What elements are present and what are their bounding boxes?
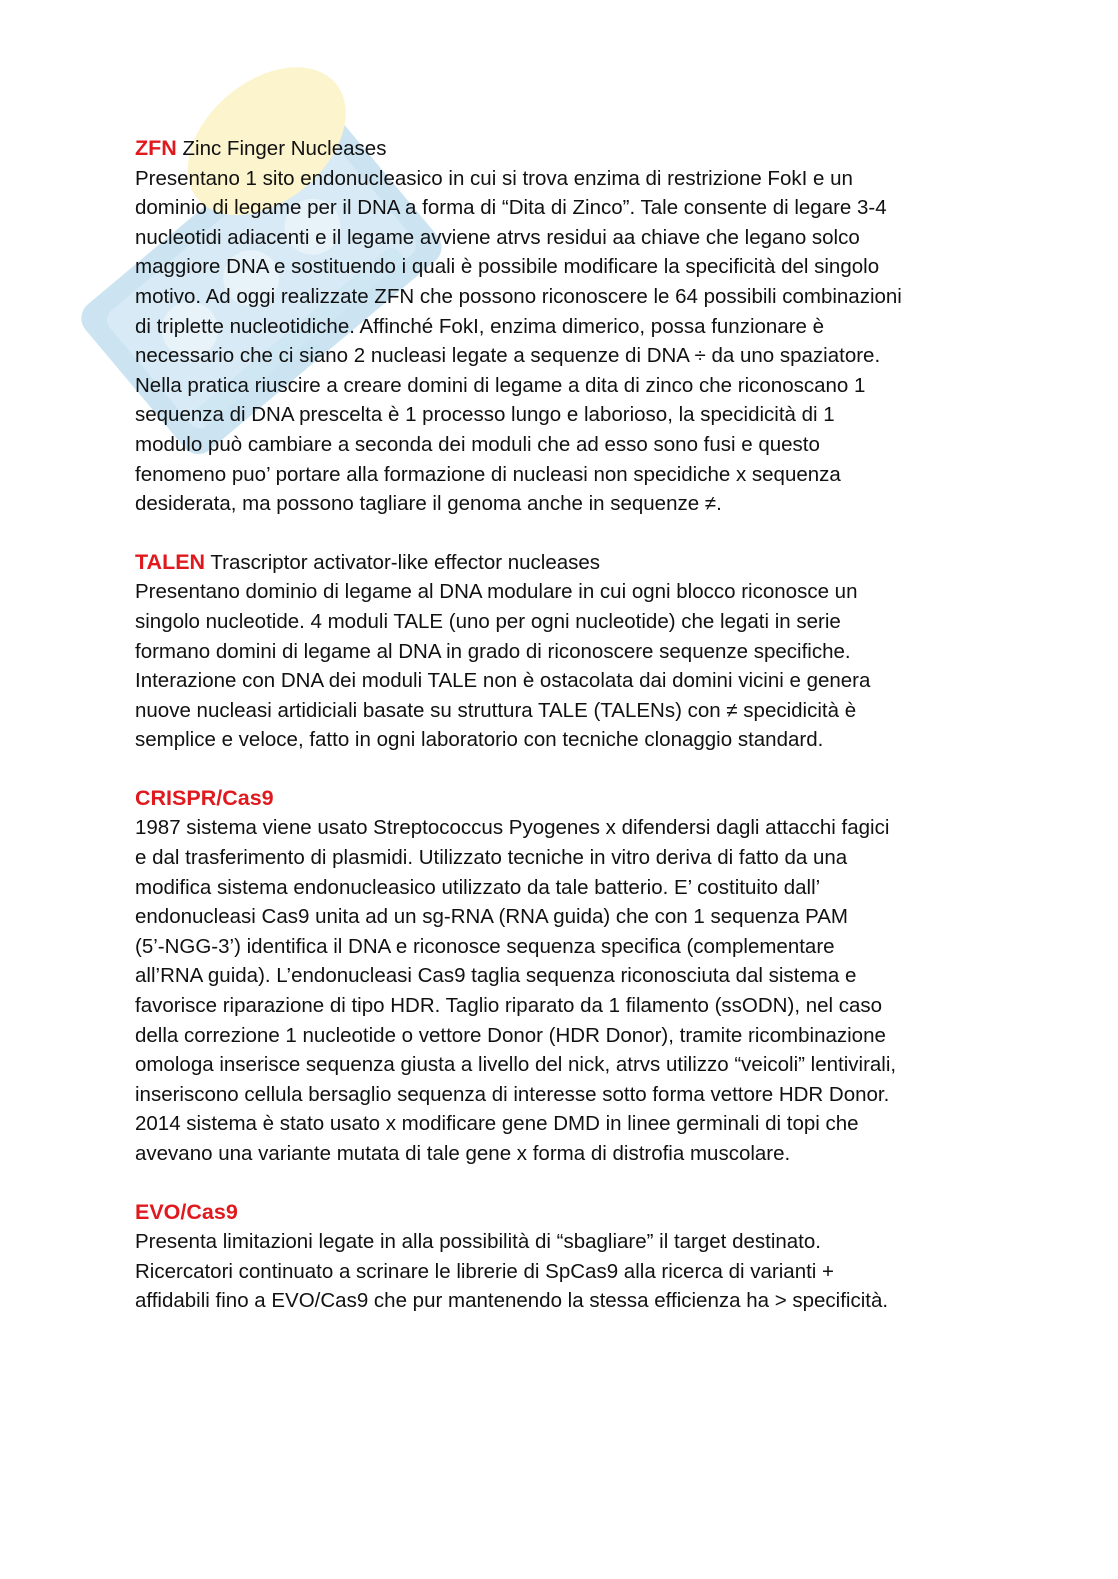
section-subtitle: Trascriptor activator-like effector nucleases <box>210 550 601 574</box>
text-line: fenomeno puo’ portare alla formazione di nucleasi non specidiche x sequenza <box>135 462 841 486</box>
text-line: desiderata, ma possono tagliare il genoma anche in sequenze ≠. <box>135 492 722 516</box>
document-body <box>135 134 1015 1345</box>
section-zfn <box>135 134 1015 519</box>
text-line: endonucleasi Cas9 unita ad un sg-RNA (RNA guida) che con 1 sequenza PAM <box>135 905 848 929</box>
text-line: favorisce riparazione di tipo HDR. Taglio riparato da 1 filamento (ssODN), nel caso <box>135 994 883 1018</box>
section-title: EVO/Cas9 <box>135 1199 238 1224</box>
text-line: sequenza di DNA prescelta è 1 processo lungo e laborioso, la specidicità di 1 <box>135 403 835 427</box>
text-line: necessario che ci siano 2 nucleasi legate a sequenze di DNA ÷ da uno spaziatore. <box>135 344 881 368</box>
text-line: Ricercatori continuato a scrinare le librerie di SpCas9 alla ricerca di varianti + <box>135 1259 835 1283</box>
text-line: formano domini di legame al DNA in grado di riconoscere sequenze specifiche. <box>135 639 851 663</box>
text-line: Presenta limitazioni legate in alla possibilità di “sbagliare” il target destinato. <box>135 1230 821 1254</box>
text-line: della correzione 1 nucleotide o vettore Donor (HDR Donor), tramite ricombinazione <box>135 1023 886 1047</box>
text-line: e dal trasferimento di plasmidi. Utilizzato tecniche in vitro deriva di fatto da una <box>135 846 848 870</box>
text-line: di triplette nucleotidiche. Affinché FokI, enzima dimerico, possa funzionare è <box>135 314 825 338</box>
text-line: Interazione con DNA dei moduli TALE non è ostacolata dai domini vicini e genera <box>135 669 871 693</box>
section-heading <box>135 548 1015 578</box>
section-heading <box>135 134 1015 164</box>
text-line: Nella pratica riuscire a creare domini di legame a dita di zinco che riconoscano 1 <box>135 373 866 397</box>
text-line: 1987 sistema viene usato Streptococcus Pyogenes x difendersi dagli attacchi fagici <box>135 816 890 840</box>
section-title: ZFN <box>135 136 177 160</box>
text-line: inseriscono cellula bersaglio sequenza di interesse sotto forma vettore HDR Donor. <box>135 1082 890 1106</box>
section-heading <box>135 1198 1015 1228</box>
text-line: maggiore DNA e sostituendo i quali è possibile modificare la specificità del singolo <box>135 255 880 279</box>
text-line: semplice e veloce, fatto in ogni laboratorio con tecniche clonaggio standard. <box>135 728 824 752</box>
text-line: nuove nucleasi artidiciali basate su struttura TALE (TALENs) con ≠ specidicità è <box>135 698 857 722</box>
text-line: motivo. Ad oggi realizzate ZFN che possono riconoscere le 64 possibili combinazioni <box>135 284 902 308</box>
text-line: (5’-NGG-3’) identifica il DNA e riconosce sequenza specifica (complementare <box>135 934 835 958</box>
text-line: modulo può cambiare a seconda dei moduli che ad esso sono fusi e questo <box>135 432 820 456</box>
text-line: dominio di legame per il DNA a forma di “Dita di Zinco”. Tale consente di legare 3-4 <box>135 196 887 220</box>
text-line: 2014 sistema è stato usato x modificare gene DMD in linee germinali di topi che <box>135 1112 859 1136</box>
text-line: nucleotidi adiacenti e il legame avviene atrvs residui aa chiave che legano solco <box>135 225 860 249</box>
text-line: modifica sistema endonucleasico utilizzato da tale batterio. E’ costituito dall’ <box>135 875 821 899</box>
section-subtitle: Zinc Finger Nucleases <box>182 137 387 160</box>
text-line: Presentano 1 sito endonucleasico in cui si trova enzima di restrizione FokI e un <box>135 166 853 190</box>
text-line: Presentano dominio di legame al DNA modulare in cui ogni blocco riconosce un <box>135 580 858 604</box>
text-line: singolo nucleotide. 4 moduli TALE (uno per ogni nucleotide) che legati in serie <box>135 609 841 633</box>
text-line: avevano una variante mutata di tale gene x forma di distrofia muscolare. <box>135 1142 791 1165</box>
text-line: affidabili fino a EVO/Cas9 che pur mantenendo la stessa efficienza ha > specificità. <box>135 1289 889 1313</box>
text-line: omologa inserisce sequenza giusta a livello del nick, atrvs utilizzo “veicoli” lentivirali, <box>135 1053 897 1077</box>
section-title: CRISPR/Cas9 <box>135 785 274 810</box>
section-evo-cas9 <box>135 1198 1015 1316</box>
section-heading <box>135 784 1015 814</box>
text-line: all’RNA guida). L’endonucleasi Cas9 taglia sequenza riconosciuta dal sistema e <box>135 964 857 988</box>
section-title: TALEN <box>135 549 206 574</box>
section-crispr-cas9 <box>135 784 1015 1169</box>
section-talen <box>135 548 1015 755</box>
